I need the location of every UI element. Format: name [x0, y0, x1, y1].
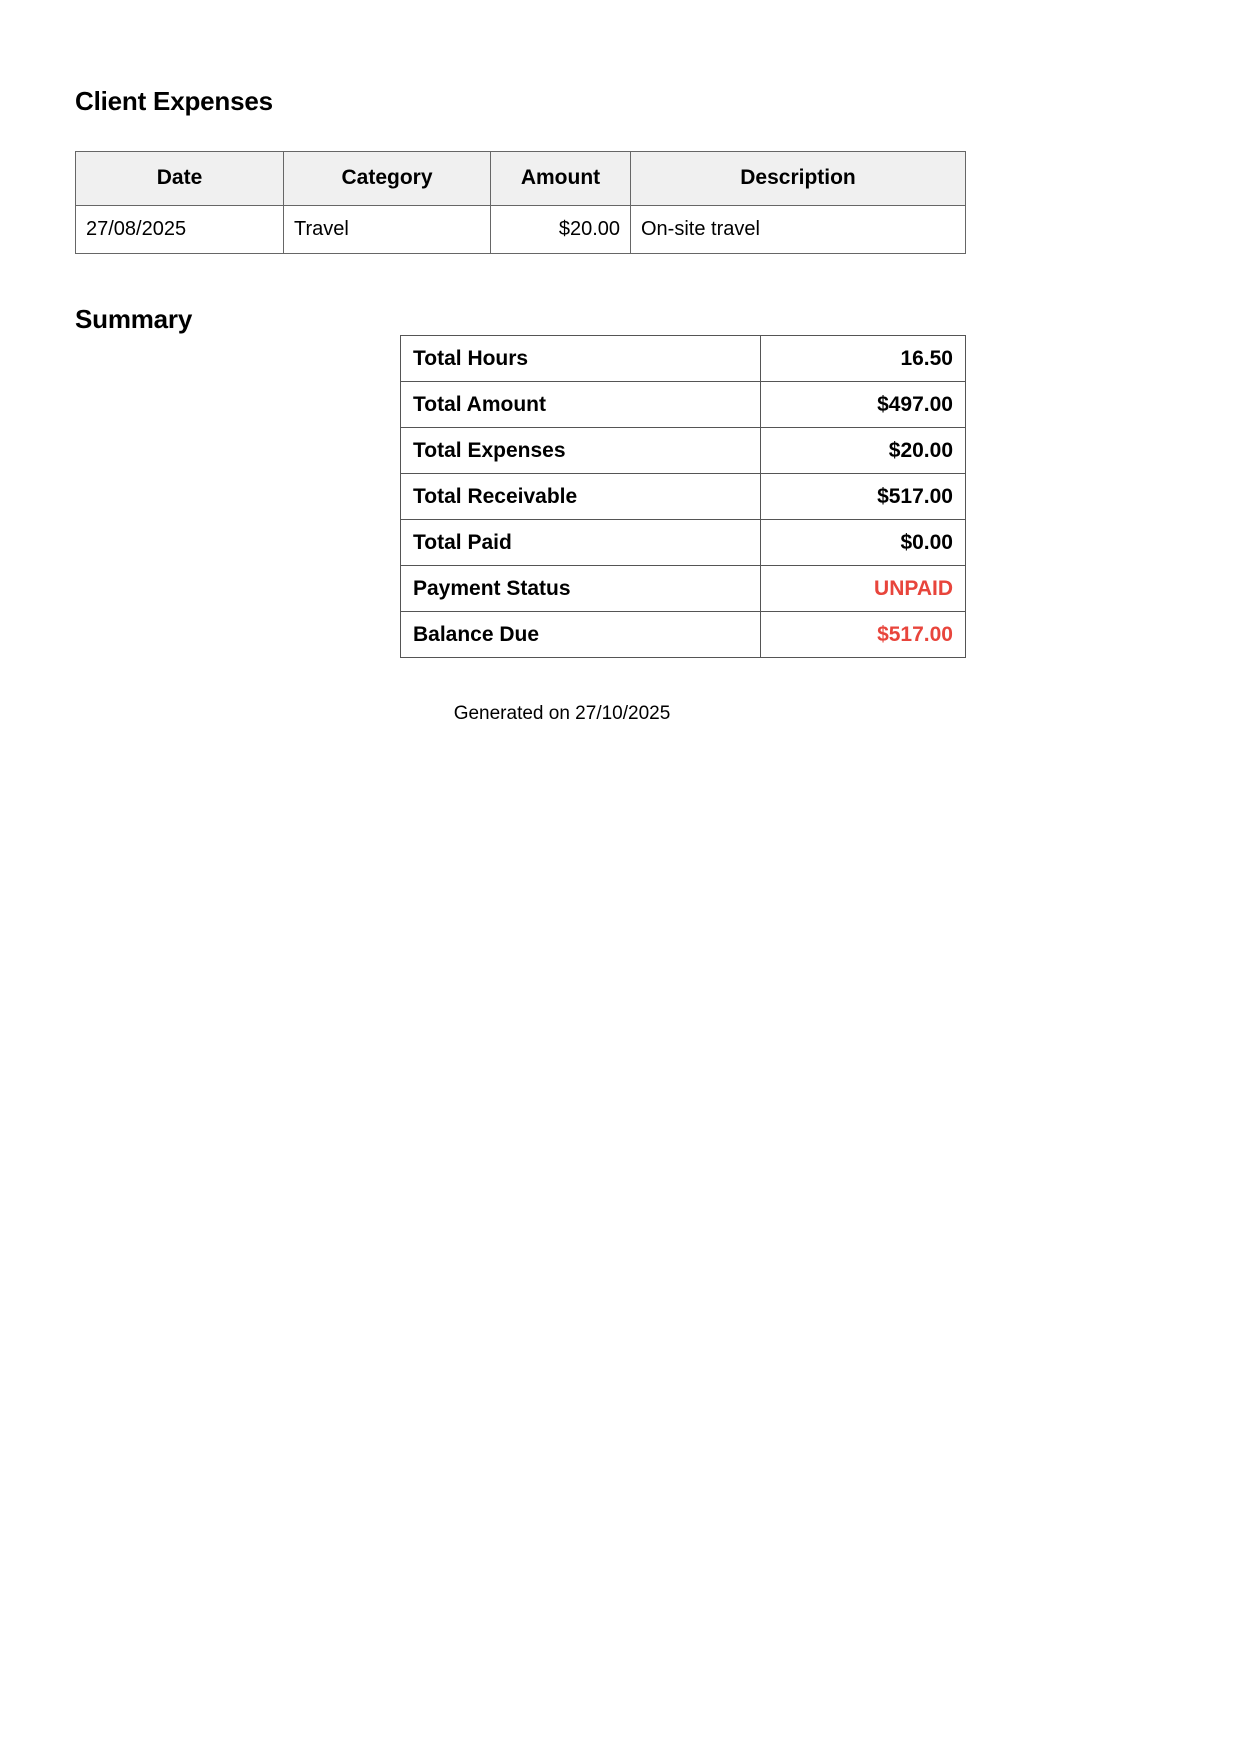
summary-label-payment-status: Payment Status — [401, 566, 761, 612]
summary-table-body — [401, 336, 966, 658]
summary-value-total-amount: $497.00 — [761, 382, 966, 428]
cell-description: On-site travel — [631, 206, 966, 254]
summary-label-total-amount: Total Amount — [401, 382, 761, 428]
summary-row-total-paid — [401, 520, 966, 566]
cell-date: 27/08/2025 — [76, 206, 284, 254]
summary-label-balance-due: Balance Due — [401, 612, 761, 658]
cell-amount: $20.00 — [491, 206, 631, 254]
summary-row-total-hours — [401, 336, 966, 382]
footer — [0, 703, 1240, 725]
summary-label-total-expenses: Total Expenses — [401, 428, 761, 474]
summary-value-balance-due: $517.00 — [761, 612, 966, 658]
summary-label-total-hours: Total Hours — [401, 336, 761, 382]
summary-heading: Summary — [75, 304, 193, 334]
table-header-row — [76, 152, 966, 206]
summary-label-total-paid: Total Paid — [401, 520, 761, 566]
summary-label-total-receivable: Total Receivable — [401, 474, 761, 520]
column-header-date: Date — [76, 152, 284, 206]
summary-value-total-paid: $0.00 — [761, 520, 966, 566]
summary-row-total-expenses — [401, 428, 966, 474]
column-header-category: Category — [284, 152, 491, 206]
generated-on-text: Generated on 27/10/2025 — [453, 703, 671, 724]
summary-row-balance-due — [401, 612, 966, 658]
cell-category: Travel — [284, 206, 491, 254]
summary-table — [400, 335, 966, 658]
client-expenses-table — [75, 151, 966, 254]
column-header-amount: Amount — [491, 152, 631, 206]
table-row — [76, 206, 966, 254]
summary-row-total-receivable — [401, 474, 966, 520]
status-badge: UNPAID — [761, 566, 966, 612]
summary-value-total-receivable: $517.00 — [761, 474, 966, 520]
summary-value-total-hours: 16.50 — [761, 336, 966, 382]
expenses-table-header — [76, 152, 966, 206]
expenses-table-body — [76, 206, 966, 254]
summary-row-payment-status — [401, 566, 966, 612]
summary-row-total-amount — [401, 382, 966, 428]
column-header-description: Description — [631, 152, 966, 206]
summary-value-total-expenses: $20.00 — [761, 428, 966, 474]
client-expenses-heading: Client Expenses — [75, 86, 273, 116]
